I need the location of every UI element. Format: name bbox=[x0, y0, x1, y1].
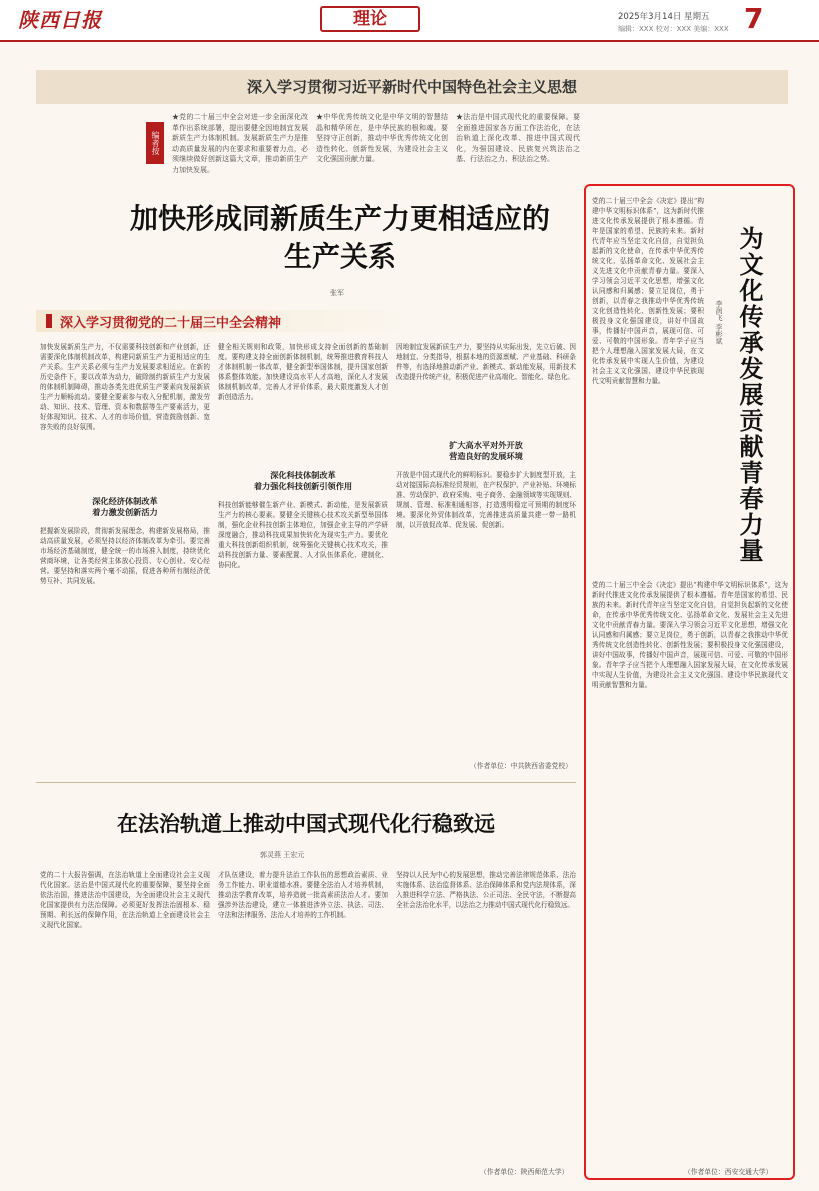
article-2-headline: 在法治轨道上推动中国式现代化行稳致远 bbox=[117, 812, 495, 836]
theme-banner bbox=[36, 70, 788, 104]
article-1-col-1: 加快发展新质生产力，不仅需要科技创新和产业创新，还需要深化体制机制改革，构建同新质生产力更相适应的生产关系。生产关系必须与生产力发展要求相适应。在新的历史条件下，要以改革为动力，破除制约新质生产力发展的体制机制障碍，推动各类先进优质生产要素向发展新质生产力顺畅流动。要健全要素参与收入分配机制，激发劳动、知识、技术、管理、资本和数据等生产要素活力，更好体现知识、技术、人才的市场价值，营造鼓励创新、宽容失败的良好氛围。 bbox=[40, 343, 210, 431]
article-1-subhead-2: 深化科技体制改革 着力强化科技创新引领作用 bbox=[253, 470, 353, 491]
feature-body-top: 党的二十届三中全会《决定》提出“构建中华文明标识体系”，这为新时代推进文化传承发展提供了根本遵循。青年是国家的希望、民族的未来。新时代青年应当坚定文化自信，自觉担负起新的文化使命，在传承中华优秀传统文化、弘扬革命文化、发展社会主义先进文化中贡献青春力量。要深入学习领会习近平文化思想，增强文化认同感和归属感；要立足岗位，勇于创新，以青春之我推动中华优秀传统文化创造性转化、创新性发展；要积极投身文化强国建设，讲好中国故事，传播好中国声音，展现可信、可爱、可敬的中国形象。青年学子应当把个人理想融入国家发展大局，在文化传承发展中实现人生价值，为建设社会主义文化强国、建设中华民族现代文明贡献智慧和力量。 bbox=[592, 197, 704, 385]
feature-headline: 为文化传承发展贡献青春力量 bbox=[735, 226, 763, 564]
article-1-band-text: 深入学习贯彻党的二十届三中全会精神 bbox=[60, 316, 282, 331]
article-1-col-2b: 科技创新能够催生新产业、新模式、新动能，是发展新质生产力的核心要素。要健全关键核心技术攻关新型举国体制，强化企业科技创新主体地位，加强企业主导的产学研深度融合，推动科技成果加快转化为现实生产力。要优化重大科技创新组织机制，统筹强化关键核心技术攻关，推动科技创新力量、要素配置、人才队伍体系化、建制化、协同化。 bbox=[218, 501, 388, 569]
article-1-col-3b: 开放是中国式现代化的鲜明标识。要稳步扩大制度型开放，主动对接国际高标准经贸规则，在产权保护、产业补贴、环境标准、劳动保护、政府采购、电子商务、金融领域等实现规则、规制、管理、标准相通相容，打造透明稳定可预期的制度环境。要深化外贸体制改革，完善推进高质量共建一带一路机制，以开放促改革、促发展、促创新。 bbox=[396, 471, 576, 529]
article-2-col-2: 才队伍建设，着力提升法治工作队伍的思想政治素质、业务工作能力、职业道德水准。要健全法治人才培养机制，推动法学教育改革，培养造就一批高素质法治人才。要加强涉外法治建设，建立一体推进涉外立法、执法、司法、守法和法律服务、法治人才培养的工作机制。 bbox=[218, 871, 388, 919]
article-2-byline: 郭灵燕 王宏元 bbox=[260, 851, 305, 859]
masthead bbox=[0, 0, 819, 42]
feature-byline: 李润飞 李彬斌 bbox=[715, 300, 723, 345]
editor-note-label: 编者按 bbox=[146, 122, 164, 164]
article-1-col-2: 健全相关规则和政策，加快形成支持全面创新的基础制度。要构建支持全面创新体制机制，统筹推进教育科技人才体制机制一体改革，健全新型举国体制，提升国家创新体系整体效能。加快建设高水平人才高地，深化人才发展体制机制改革，完善人才评价体系，最大限度激发人才创新创造活力。 bbox=[218, 343, 388, 401]
feature-body-bottom: 党的二十届三中全会《决定》提出“构建中华文明标识体系”，这为新时代推进文化传承发展提供了根本遵循。青年是国家的希望、民族的未来。新时代青年应当坚定文化自信，自觉担负起新的文化使命，在传承中华优秀传统文化、弘扬革命文化、发展社会主义先进文化中贡献青春力量。要深入学习领会习近平文化思想，增强文化认同感和归属感；要立足岗位，勇于创新，以青春之我推动中华优秀传统文化创造性转化、创新性发展；要积极投身文化强国建设，讲好中国故事，传播好中国声音，展现可信、可爱、可敬的中国形象。青年学子应当把个人理想融入国家发展大局，在文化传承发展中实现人生价值，为建设社会主义文化强国、建设中华民族现代文明贡献智慧和力量。 bbox=[592, 581, 788, 689]
article-2-col-3: 坚持以人民为中心的发展思想，推动完善法律规范体系、法治实施体系、法治监督体系、法治保障体系和党内法规体系，深入推进科学立法、严格执法、公正司法、全民守法，不断提高全社会法治化水平，以法治之力推动中国式现代化行稳致远。 bbox=[396, 871, 576, 909]
editor-note-col-3: ★法治是中国式现代化的重要保障。要全面推进国家各方面工作法治化，在法治轨道上深化改革、推进中国式现代化，为强国建设、民族复兴筑法治之基、行法治之力、积法治之势。 bbox=[456, 113, 580, 163]
article-1-byline: 张军 bbox=[330, 289, 344, 297]
editor-note-col-1: ★党的二十届三中全会对进一步全面深化改革作出系统部署，提出要健全因地制宜发展新质生产力体制机制。发展新质生产力是推动高质量发展的内在要求和重要着力点，必须继续做好创新这篇大文章，推动新质生产力加快发展。 bbox=[172, 113, 308, 174]
article-1-subhead-1: 深化经济体制改革 着力激发创新活力 bbox=[92, 496, 158, 517]
article-1-col-3: 因地制宜发展新质生产力，要坚持从实际出发，先立后破、因地制宜、分类指导，根据本地的资源禀赋、产业基础、科研条件等，有选择地推动新产业、新模式、新动能发展，用新技术改造提升传统产业，积极促进产业高端化、智能化、绿色化。 bbox=[396, 343, 576, 381]
issue-date: 2025年3月14日 星期五 bbox=[618, 12, 710, 22]
banner-text: 深入学习贯彻习近平新时代中国特色社会主义思想 bbox=[246, 78, 577, 96]
section-tab: 理论 bbox=[320, 6, 420, 32]
editor-note-col-2: ★中华优秀传统文化是中华文明的智慧结晶和精华所在，是中华民族的根和魂。要坚持守正创新，推动中华优秀传统文化创造性转化、创新性发展，为建设社会主义文化强国贡献力量。 bbox=[316, 113, 448, 163]
newspaper-logo: 陕西日报 bbox=[18, 8, 102, 32]
article-2-col-1: 党的二十大报告强调，在法治轨道上全面建设社会主义现代化国家。法治是中国式现代化的重要保障，要坚持全面依法治国，推进法治中国建设，为全面建设社会主义现代化国家提供有力法治保障。必须更好发挥法治固根本、稳预期、利长远的保障作用，在法治轨道上全面建设社会主义现代化国家。 bbox=[40, 871, 210, 929]
editor-credits: 编辑：XXX 校对：XXX 美编：XXX bbox=[618, 25, 729, 33]
page-number: 7 bbox=[744, 2, 764, 35]
feature-author-note: （作者单位：西安交通大学） bbox=[684, 1168, 773, 1176]
article-1-subhead-3: 扩大高水平对外开放 营造良好的发展环境 bbox=[449, 440, 523, 461]
band-marker bbox=[46, 314, 52, 328]
article-1-col-1b: 把握新发展阶段，贯彻新发展理念，构建新发展格局，推动高质量发展，必须坚持以经济体制改革为牵引。要完善市场经济基础制度，健全统一的市场准入制度，持续优化营商环境，让各类经营主体放心投资、专心创业、安心经营。要坚持和落实两个毫不动摇，促进各种所有制经济优势互补、共同发展。 bbox=[40, 527, 210, 585]
article-1-headline: 加快形成同新质生产力更相适应的生产关系 bbox=[129, 202, 550, 273]
article-2-author-note: （作者单位：陕西师范大学） bbox=[480, 1168, 569, 1176]
article-divider bbox=[36, 782, 576, 783]
article-1-author-note: （作者单位：中共陕西省委党校） bbox=[470, 762, 572, 770]
